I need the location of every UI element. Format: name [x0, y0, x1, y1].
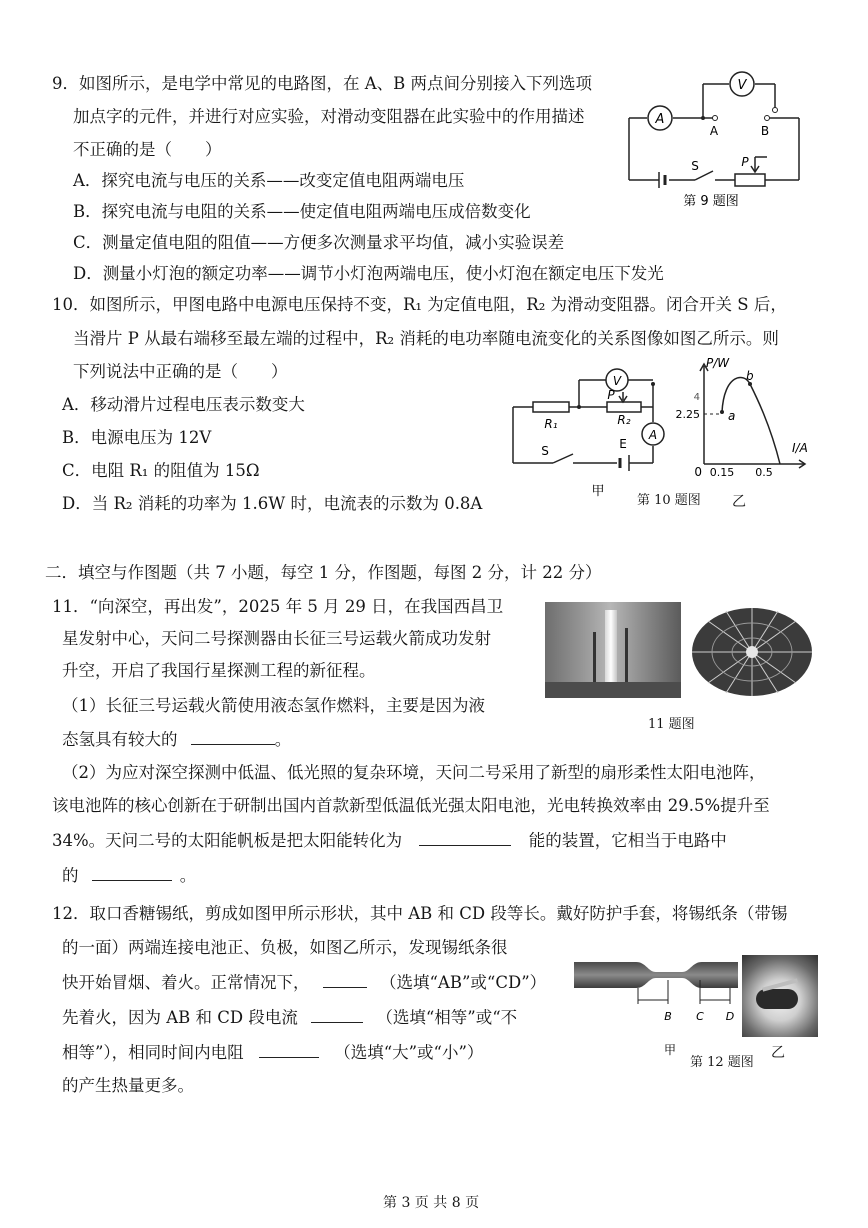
q9-option-b: B．探究电流与电阻的关系——使定值电阻两端电压成倍数变化 — [73, 202, 531, 221]
q11-part2-line3 — [52, 829, 727, 852]
q11-part2-text-a: 34%。天问二号的太阳能帆板是把太阳能转化为 — [52, 831, 403, 850]
q9-option-d: D．测量小灯泡的额定功率——调节小灯泡两端电压，使小灯泡在额定电压下发光 — [73, 264, 664, 283]
q10-figure-yi-label: 乙 — [732, 494, 746, 510]
q12-answer-blank-3[interactable] — [259, 1041, 319, 1058]
q9-switch-label: S — [691, 159, 699, 173]
q11-part1-line1: （1）长征三号运载火箭使用液态氢作燃料，主要是因为液 — [62, 696, 485, 715]
q12-figure-caption: 第 12 题图 — [690, 1055, 754, 1070]
q10-graph-point-a: a — [728, 409, 736, 423]
q10-graph-origin: 0 — [694, 465, 702, 479]
q9-option-c: C．测量定值电阻的阻值——方便多次测量求平均值，减小实验误差 — [73, 233, 565, 252]
q10-power-current-graph — [675, 354, 814, 488]
q10-stem-line1: 10．如图所示，甲图电路中电源电压保持不变，R₁ 为定值电阻，R₂ 为滑动变阻器。闭合开关 S 后， — [52, 295, 787, 314]
q11-answer-blank-2[interactable] — [419, 829, 511, 846]
q9-figure-caption: 第 9 题图 — [683, 194, 739, 209]
q9-slider-label: P — [741, 155, 749, 169]
q10-graph-x-axis-label: I/A — [792, 441, 808, 455]
q12-stem-line1: 12．取口香糖锡纸，剪成如图甲所示形状，其中 AB 和 CD 段等长。戴好防护手套，将锡纸条（带锡 — [52, 904, 788, 923]
q12-point-d-label: D — [725, 1010, 735, 1023]
q9-stem-line2: 加点字的元件，并进行对应实验，对滑动变阻器在此实验中的作用描述 — [73, 107, 585, 126]
q12-figure-yi-label: 乙 — [771, 1045, 785, 1061]
q12-stem-line6: 的产生热量更多。 — [62, 1076, 194, 1095]
q12-stem-line2: 的一面）两端连接电池正、负极，如图乙所示，发现锡纸条很 — [62, 938, 508, 957]
q9-ammeter-label: A — [655, 112, 665, 127]
q11-figure-caption: 11 题图 — [648, 717, 695, 732]
q10-stem-line3: 下列说法中正确的是（ ） — [73, 362, 288, 381]
q10-r1-label: R₁ — [544, 417, 558, 431]
q9-option-a: A．探究电流与电压的关系——改变定值电阻两端电压 — [73, 171, 465, 190]
q12-stem-line4 — [62, 1006, 517, 1029]
q11-stem-line2: 星发射中心，天问二号探测器由长征三号运载火箭成功发射 — [62, 629, 491, 648]
q10-graph-y-tick: 2.25 — [675, 408, 700, 421]
q10-option-d: D．当 R₂ 消耗的功率为 1.6W 时，电流表的示数为 0.8A — [62, 494, 483, 513]
q11-part2-end: 。 — [179, 866, 197, 885]
q11-part2-line1: （2）为应对深空探测中低温、低光照的复杂环境，天问二号采用了新型的扇形柔性太阳电池阵， — [62, 763, 766, 782]
q11-stem-line1: 11．“向深空，再出发”，2025 年 5 月 29 日，在我国西昌卫 — [52, 597, 504, 616]
q11-part1-line2 — [62, 728, 291, 751]
q12-figure-jia-label: 甲 — [663, 1043, 677, 1057]
q9-circuit-diagram — [615, 64, 815, 214]
q12-point-c-label: C — [696, 1010, 704, 1023]
page-number: 第 3 页 共 8 页 — [383, 1195, 480, 1211]
q10-source-label: E — [619, 437, 627, 451]
q10-r2-label: R₂ — [617, 413, 631, 427]
q10-stem-line2: 当滑片 P 从最右端移至最左端的过程中，R₂ 消耗的电功率随电流变化的关系图像如图乙所示。则 — [73, 329, 779, 348]
q11-solar-array-photo — [688, 602, 818, 702]
q10-ammeter-label: A — [648, 428, 658, 442]
q10-option-a: A．移动滑片过程电压表示数变大 — [62, 395, 305, 414]
q10-option-c: C．电阻 R₁ 的阻值为 15Ω — [62, 461, 260, 480]
q12-text-e: 相等”），相同时间内电阻 — [62, 1043, 244, 1062]
q9-stem-line1: 9．如图所示，是电学中常见的电路图，在 A、B 两点间分别接入下列选项 — [52, 74, 593, 93]
q11-stem-line3: 升空，开启了我国行星探测工程的新征程。 — [62, 661, 376, 680]
q12-point-b-label: B — [664, 1010, 672, 1023]
q10-graph-point-b: b — [746, 369, 754, 383]
q11-rocket-launch-photo — [545, 602, 681, 698]
q11-part1-end: 。 — [274, 730, 292, 749]
q12-battery-foil-photo — [742, 955, 818, 1037]
q10-switch-label: S — [541, 444, 549, 458]
section-2-title: 二．填空与作图题（共 7 小题，每空 1 分，作图题，每图 2 分，计 22 分） — [45, 563, 602, 582]
q9-point-b-label: B — [760, 124, 770, 138]
q12-text-b: （选填“AB”或“CD”） — [380, 973, 547, 992]
q12-stem-line5 — [62, 1041, 483, 1064]
q10-figure-caption: 第 10 题图 — [637, 493, 701, 508]
q11-part1-text: 态氢具有较大的 — [62, 730, 178, 749]
q10-voltmeter-label: V — [612, 374, 622, 388]
q12-text-f: （选填“大”或“小”） — [334, 1043, 484, 1062]
q10-option-b: B．电源电压为 12V — [62, 428, 212, 447]
q9-voltmeter-label: V — [737, 78, 747, 93]
q9-stem-line3: 不正确的是（ ） — [73, 140, 222, 159]
q11-part2-text-c: 的 — [62, 866, 79, 885]
q12-answer-blank-2[interactable] — [311, 1006, 363, 1023]
q12-text-d: （选填“相等”或“不 — [376, 1008, 518, 1027]
q10-graph-x-tick1: 0.15 — [709, 466, 735, 479]
q10-graph-y-tick-left: 4 — [693, 392, 700, 403]
q12-answer-blank-1[interactable] — [323, 971, 367, 988]
q10-graph-y-axis-label: P/W — [706, 356, 730, 370]
q10-figure-jia-label: 甲 — [591, 484, 605, 499]
q11-part2-line4 — [62, 864, 196, 887]
q11-part2-text-b: 能的装置，它相当于电路中 — [528, 831, 727, 850]
q12-text-a: 快开始冒烟、着火。正常情况下， — [62, 973, 310, 992]
q10-graph-x-tick2: 0.5 — [755, 466, 773, 479]
q11-answer-blank-3[interactable] — [92, 864, 172, 881]
q11-answer-blank-1[interactable] — [191, 728, 275, 745]
q12-stem-line3 — [62, 971, 546, 994]
q10-slider-label: P — [607, 388, 615, 402]
q11-part2-line2: 该电池阵的核心创新在于研制出国内首款新型低温低光强太阳电池，光电转换效率由 29.5%提升至 — [52, 796, 770, 815]
q12-text-c: 先着火，因为 AB 和 CD 段电流 — [62, 1008, 298, 1027]
q9-point-a-label: A — [709, 124, 719, 138]
